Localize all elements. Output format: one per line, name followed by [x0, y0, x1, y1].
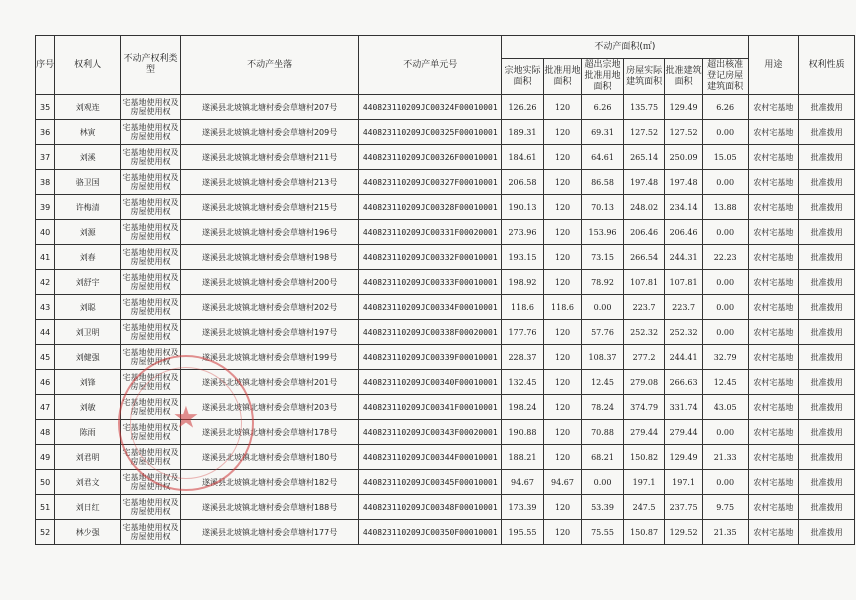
- holder-cell: 陈雨: [55, 420, 121, 445]
- table-row: [36, 295, 855, 320]
- table-row: [36, 395, 855, 420]
- location-cell: 遂溪县北坡镇北塘村委会草塘村201号: [180, 370, 358, 395]
- building-actual-cell: 266.54: [623, 245, 665, 270]
- header-row: [36, 36, 855, 59]
- table-row: [36, 495, 855, 520]
- area-actual-cell: 173.39: [502, 495, 544, 520]
- area-approved-cell: 120: [543, 420, 582, 445]
- area-approved-cell: 120: [543, 245, 582, 270]
- building-actual-cell: 223.7: [623, 295, 665, 320]
- area-excess-cell: 108.37: [582, 345, 624, 370]
- table-row: [36, 345, 855, 370]
- holder-cell: 刘敏: [55, 395, 121, 420]
- right-type-cell: 宅基地使用权及房屋使用权: [121, 170, 181, 195]
- table-row: [36, 145, 855, 170]
- use-cell: 农村宅基地: [748, 320, 799, 345]
- location-cell: 遂溪县北坡镇北塘村委会草塘村209号: [180, 120, 358, 145]
- right-type-cell: 宅基地使用权及房屋使用权: [121, 145, 181, 170]
- building-excess-cell: 43.05: [702, 395, 748, 420]
- building-excess-cell: 0.00: [702, 120, 748, 145]
- building-actual-cell: 197.1: [623, 470, 665, 495]
- table-row: [36, 370, 855, 395]
- nature-cell: 批准拨用: [799, 170, 855, 195]
- seq-cell: 51: [36, 495, 55, 520]
- area-actual-cell: 184.61: [502, 145, 544, 170]
- area-actual-cell: 190.88: [502, 420, 544, 445]
- unit-no-cell: 440823110209JC00344F00010001: [359, 445, 502, 470]
- table-row: [36, 195, 855, 220]
- holder-cell: 刘君明: [55, 445, 121, 470]
- building-excess-cell: 0.00: [702, 270, 748, 295]
- area-actual-cell: 193.15: [502, 245, 544, 270]
- area-approved-cell: 120: [543, 345, 582, 370]
- area-approved-cell: 120: [543, 370, 582, 395]
- right-type-cell: 宅基地使用权及房屋使用权: [121, 445, 181, 470]
- building-actual-cell: 248.02: [623, 195, 665, 220]
- building-approved-cell: 266.63: [665, 370, 703, 395]
- col-nature-header: 权利性质: [799, 36, 855, 95]
- unit-no-cell: 440823110209JC00333F00010001: [359, 270, 502, 295]
- holder-cell: 骆卫国: [55, 170, 121, 195]
- area-approved-cell: 120: [543, 520, 582, 545]
- building-excess-cell: 12.45: [702, 370, 748, 395]
- location-cell: 遂溪县北坡镇北塘村委会草塘村207号: [180, 95, 358, 120]
- seq-cell: 39: [36, 195, 55, 220]
- seq-cell: 35: [36, 95, 55, 120]
- use-cell: 农村宅基地: [748, 420, 799, 445]
- location-cell: 遂溪县北坡镇北塘村委会草塘村198号: [180, 245, 358, 270]
- building-approved-cell: 279.44: [665, 420, 703, 445]
- building-approved-cell: 129.49: [665, 445, 703, 470]
- unit-no-cell: 440823110209JC00345F00010001: [359, 470, 502, 495]
- right-type-cell: 宅基地使用权及房屋使用权: [121, 420, 181, 445]
- area-actual-cell: 198.24: [502, 395, 544, 420]
- area-actual-cell: 118.6: [502, 295, 544, 320]
- right-type-cell: 宅基地使用权及房屋使用权: [121, 520, 181, 545]
- table-row: [36, 95, 855, 120]
- building-approved-cell: 197.48: [665, 170, 703, 195]
- area-actual-cell: 189.31: [502, 120, 544, 145]
- right-type-cell: 宅基地使用权及房屋使用权: [121, 495, 181, 520]
- area-excess-cell: 75.55: [582, 520, 624, 545]
- unit-no-cell: 440823110209JC00350F00010001: [359, 520, 502, 545]
- table-row: [36, 420, 855, 445]
- seq-cell: 37: [36, 145, 55, 170]
- unit-no-cell: 440823110209JC00338F00020001: [359, 320, 502, 345]
- building-actual-cell: 197.48: [623, 170, 665, 195]
- building-excess-cell: 0.00: [702, 470, 748, 495]
- location-cell: 遂溪县北坡镇北塘村委会草塘村203号: [180, 395, 358, 420]
- building-excess-cell: 0.00: [702, 420, 748, 445]
- location-cell: 遂溪县北坡镇北塘村委会草塘村180号: [180, 445, 358, 470]
- area-actual-cell: 195.55: [502, 520, 544, 545]
- building-approved-cell: 206.46: [665, 220, 703, 245]
- area-approved-cell: 120: [543, 270, 582, 295]
- location-cell: 遂溪县北坡镇北塘村委会草塘村197号: [180, 320, 358, 345]
- holder-cell: 刘君文: [55, 470, 121, 495]
- area-excess-cell: 57.76: [582, 320, 624, 345]
- seq-cell: 47: [36, 395, 55, 420]
- area-excess-cell: 70.13: [582, 195, 624, 220]
- col-use-header: 用途: [748, 36, 799, 95]
- area-actual-cell: 228.37: [502, 345, 544, 370]
- right-type-cell: 宅基地使用权及房屋使用权: [121, 370, 181, 395]
- area-approved-cell: 120: [543, 445, 582, 470]
- building-excess-cell: 15.05: [702, 145, 748, 170]
- holder-cell: 刘源: [55, 220, 121, 245]
- nature-cell: 批准拨用: [799, 520, 855, 545]
- seq-cell: 42: [36, 270, 55, 295]
- official-seal-stamp: ★: [118, 355, 254, 491]
- area-actual-cell: 206.58: [502, 170, 544, 195]
- holder-cell: 刘观连: [55, 95, 121, 120]
- seq-cell: 52: [36, 520, 55, 545]
- nature-cell: 批准拨用: [799, 120, 855, 145]
- area-actual-cell: 273.96: [502, 220, 544, 245]
- right-type-cell: 宅基地使用权及房屋使用权: [121, 470, 181, 495]
- building-actual-cell: 374.79: [623, 395, 665, 420]
- area-approved-cell: 120: [543, 220, 582, 245]
- holder-cell: 林寅: [55, 120, 121, 145]
- use-cell: 农村宅基地: [748, 195, 799, 220]
- area-actual-cell: 132.45: [502, 370, 544, 395]
- col-area-excess-header: 超出宗地批准用地面积: [582, 59, 624, 95]
- right-type-cell: 宅基地使用权及房屋使用权: [121, 220, 181, 245]
- use-cell: 农村宅基地: [748, 220, 799, 245]
- table-row: [36, 470, 855, 495]
- area-approved-cell: 120: [543, 320, 582, 345]
- seq-cell: 45: [36, 345, 55, 370]
- holder-cell: 刘日红: [55, 495, 121, 520]
- nature-cell: 批准拨用: [799, 245, 855, 270]
- seq-cell: 49: [36, 445, 55, 470]
- table-row: [36, 520, 855, 545]
- nature-cell: 批准拨用: [799, 445, 855, 470]
- building-approved-cell: 129.52: [665, 520, 703, 545]
- location-cell: 遂溪县北坡镇北塘村委会草塘村211号: [180, 145, 358, 170]
- building-excess-cell: 0.00: [702, 170, 748, 195]
- use-cell: 农村宅基地: [748, 395, 799, 420]
- building-actual-cell: 277.2: [623, 345, 665, 370]
- seq-cell: 38: [36, 170, 55, 195]
- nature-cell: 批准拨用: [799, 370, 855, 395]
- area-excess-cell: 70.88: [582, 420, 624, 445]
- nature-cell: 批准拨用: [799, 395, 855, 420]
- building-excess-cell: 0.00: [702, 320, 748, 345]
- area-excess-cell: 69.31: [582, 120, 624, 145]
- building-approved-cell: 331.74: [665, 395, 703, 420]
- nature-cell: 批准拨用: [799, 470, 855, 495]
- holder-cell: 刘聪: [55, 295, 121, 320]
- use-cell: 农村宅基地: [748, 245, 799, 270]
- building-excess-cell: 9.75: [702, 495, 748, 520]
- use-cell: 农村宅基地: [748, 370, 799, 395]
- area-approved-cell: 120: [543, 170, 582, 195]
- holder-cell: 刘溪: [55, 145, 121, 170]
- unit-no-cell: 440823110209JC00326F00010001: [359, 145, 502, 170]
- use-cell: 农村宅基地: [748, 95, 799, 120]
- holder-cell: 林少强: [55, 520, 121, 545]
- use-cell: 农村宅基地: [748, 470, 799, 495]
- area-excess-cell: 0.00: [582, 470, 624, 495]
- building-actual-cell: 265.14: [623, 145, 665, 170]
- unit-no-cell: 440823110209JC00340F00010001: [359, 370, 502, 395]
- right-type-cell: 宅基地使用权及房屋使用权: [121, 195, 181, 220]
- seq-cell: 48: [36, 420, 55, 445]
- location-cell: 遂溪县北坡镇北塘村委会草塘村182号: [180, 470, 358, 495]
- holder-cell: 刘锋: [55, 370, 121, 395]
- building-approved-cell: 237.75: [665, 495, 703, 520]
- holder-cell: 许梅清: [55, 195, 121, 220]
- area-excess-cell: 78.24: [582, 395, 624, 420]
- nature-cell: 批准拨用: [799, 220, 855, 245]
- location-cell: 遂溪县北坡镇北塘村委会草塘村196号: [180, 220, 358, 245]
- use-cell: 农村宅基地: [748, 170, 799, 195]
- nature-cell: 批准拨用: [799, 195, 855, 220]
- building-actual-cell: 107.81: [623, 270, 665, 295]
- building-excess-cell: 21.35: [702, 520, 748, 545]
- nature-cell: 批准拨用: [799, 145, 855, 170]
- unit-no-cell: 440823110209JC00343F00020001: [359, 420, 502, 445]
- use-cell: 农村宅基地: [748, 495, 799, 520]
- use-cell: 农村宅基地: [748, 145, 799, 170]
- holder-cell: 刘春: [55, 245, 121, 270]
- building-excess-cell: 13.88: [702, 195, 748, 220]
- building-approved-cell: 107.81: [665, 270, 703, 295]
- unit-no-cell: 440823110209JC00341F00010001: [359, 395, 502, 420]
- location-cell: 遂溪县北坡镇北塘村委会草塘村200号: [180, 270, 358, 295]
- area-excess-cell: 153.96: [582, 220, 624, 245]
- building-actual-cell: 150.82: [623, 445, 665, 470]
- nature-cell: 批准拨用: [799, 345, 855, 370]
- area-excess-cell: 0.00: [582, 295, 624, 320]
- location-cell: 遂溪县北坡镇北塘村委会草塘村188号: [180, 495, 358, 520]
- seq-cell: 40: [36, 220, 55, 245]
- table-row: [36, 170, 855, 195]
- area-actual-cell: 190.13: [502, 195, 544, 220]
- location-cell: 遂溪县北坡镇北塘村委会草塘村215号: [180, 195, 358, 220]
- col-building-actual-header: 房屋实际建筑面积: [623, 59, 665, 95]
- right-type-cell: 宅基地使用权及房屋使用权: [121, 295, 181, 320]
- building-excess-cell: 22.23: [702, 245, 748, 270]
- location-cell: 遂溪县北坡镇北塘村委会草塘村202号: [180, 295, 358, 320]
- area-excess-cell: 68.21: [582, 445, 624, 470]
- col-building-excess-header: 超出核准登记房屋建筑面积: [702, 59, 748, 95]
- location-cell: 遂溪县北坡镇北塘村委会草塘村213号: [180, 170, 358, 195]
- col-area-approved-header: 批准用地面积: [543, 59, 582, 95]
- unit-no-cell: 440823110209JC00331F00020001: [359, 220, 502, 245]
- col-holder-header: 权利人: [55, 36, 121, 95]
- area-group-header: 不动产面积(㎡): [502, 36, 748, 59]
- building-approved-cell: 244.31: [665, 245, 703, 270]
- seq-cell: 46: [36, 370, 55, 395]
- area-excess-cell: 86.58: [582, 170, 624, 195]
- table-row: [36, 320, 855, 345]
- area-excess-cell: 12.45: [582, 370, 624, 395]
- building-actual-cell: 127.52: [623, 120, 665, 145]
- col-location-header: 不动产坐落: [180, 36, 358, 95]
- seq-cell: 43: [36, 295, 55, 320]
- nature-cell: 批准拨用: [799, 95, 855, 120]
- building-approved-cell: 223.7: [665, 295, 703, 320]
- location-cell: 遂溪县北坡镇北塘村委会草塘村178号: [180, 420, 358, 445]
- seq-cell: 36: [36, 120, 55, 145]
- location-cell: 遂溪县北坡镇北塘村委会草塘村199号: [180, 345, 358, 370]
- holder-cell: 刘健强: [55, 345, 121, 370]
- building-excess-cell: 6.26: [702, 95, 748, 120]
- table-row: [36, 270, 855, 295]
- right-type-cell: 宅基地使用权及房屋使用权: [121, 270, 181, 295]
- col-unit-no-header: 不动产单元号: [359, 36, 502, 95]
- col-right-type-header: 不动产权利类型: [121, 36, 181, 95]
- area-approved-cell: 118.6: [543, 295, 582, 320]
- unit-no-cell: 440823110209JC00348F00010001: [359, 495, 502, 520]
- holder-cell: 刘舒宇: [55, 270, 121, 295]
- right-type-cell: 宅基地使用权及房屋使用权: [121, 320, 181, 345]
- building-approved-cell: 244.41: [665, 345, 703, 370]
- nature-cell: 批准拨用: [799, 495, 855, 520]
- area-excess-cell: 64.61: [582, 145, 624, 170]
- area-approved-cell: 120: [543, 195, 582, 220]
- unit-no-cell: 440823110209JC00327F00010001: [359, 170, 502, 195]
- building-excess-cell: 0.00: [702, 295, 748, 320]
- unit-no-cell: 440823110209JC00332F00010001: [359, 245, 502, 270]
- use-cell: 农村宅基地: [748, 345, 799, 370]
- unit-no-cell: 440823110209JC00339F00010001: [359, 345, 502, 370]
- use-cell: 农村宅基地: [748, 295, 799, 320]
- area-approved-cell: 120: [543, 120, 582, 145]
- register-body: [36, 95, 855, 545]
- right-type-cell: 宅基地使用权及房屋使用权: [121, 95, 181, 120]
- col-seq-header: 序号: [36, 36, 55, 95]
- building-approved-cell: 127.52: [665, 120, 703, 145]
- use-cell: 农村宅基地: [748, 120, 799, 145]
- right-type-cell: 宅基地使用权及房屋使用权: [121, 120, 181, 145]
- area-actual-cell: 126.26: [502, 95, 544, 120]
- table-row: [36, 220, 855, 245]
- use-cell: 农村宅基地: [748, 445, 799, 470]
- seq-cell: 44: [36, 320, 55, 345]
- col-building-approved-header: 批准建筑面积: [665, 59, 703, 95]
- building-actual-cell: 279.44: [623, 420, 665, 445]
- area-excess-cell: 6.26: [582, 95, 624, 120]
- holder-cell: 刘卫明: [55, 320, 121, 345]
- building-actual-cell: 150.87: [623, 520, 665, 545]
- table-row: [36, 245, 855, 270]
- unit-no-cell: 440823110209JC00325F00010001: [359, 120, 502, 145]
- table-row: [36, 445, 855, 470]
- unit-no-cell: 440823110209JC00334F00010001: [359, 295, 502, 320]
- unit-no-cell: 440823110209JC00324F00010001: [359, 95, 502, 120]
- right-type-cell: 宅基地使用权及房屋使用权: [121, 395, 181, 420]
- area-actual-cell: 188.21: [502, 445, 544, 470]
- area-approved-cell: 120: [543, 145, 582, 170]
- nature-cell: 批准拨用: [799, 320, 855, 345]
- location-cell: 遂溪县北坡镇北塘村委会草塘村177号: [180, 520, 358, 545]
- nature-cell: 批准拨用: [799, 295, 855, 320]
- seq-cell: 41: [36, 245, 55, 270]
- use-cell: 农村宅基地: [748, 270, 799, 295]
- building-actual-cell: 247.5: [623, 495, 665, 520]
- area-approved-cell: 120: [543, 495, 582, 520]
- nature-cell: 批准拨用: [799, 420, 855, 445]
- area-approved-cell: 94.67: [543, 470, 582, 495]
- building-actual-cell: 135.75: [623, 95, 665, 120]
- area-actual-cell: 198.92: [502, 270, 544, 295]
- table-row: [36, 120, 855, 145]
- property-register-table: [35, 35, 855, 545]
- building-approved-cell: 129.49: [665, 95, 703, 120]
- area-excess-cell: 53.39: [582, 495, 624, 520]
- use-cell: 农村宅基地: [748, 520, 799, 545]
- building-actual-cell: 206.46: [623, 220, 665, 245]
- seq-cell: 50: [36, 470, 55, 495]
- building-approved-cell: 250.09: [665, 145, 703, 170]
- building-excess-cell: 0.00: [702, 220, 748, 245]
- building-excess-cell: 32.79: [702, 345, 748, 370]
- area-excess-cell: 73.15: [582, 245, 624, 270]
- area-actual-cell: 177.76: [502, 320, 544, 345]
- building-actual-cell: 252.32: [623, 320, 665, 345]
- building-excess-cell: 21.33: [702, 445, 748, 470]
- area-approved-cell: 120: [543, 95, 582, 120]
- building-approved-cell: 252.32: [665, 320, 703, 345]
- nature-cell: 批准拨用: [799, 270, 855, 295]
- building-actual-cell: 279.08: [623, 370, 665, 395]
- unit-no-cell: 440823110209JC00328F00010001: [359, 195, 502, 220]
- area-excess-cell: 78.92: [582, 270, 624, 295]
- area-approved-cell: 120: [543, 395, 582, 420]
- area-actual-cell: 94.67: [502, 470, 544, 495]
- building-approved-cell: 234.14: [665, 195, 703, 220]
- right-type-cell: 宅基地使用权及房屋使用权: [121, 245, 181, 270]
- building-approved-cell: 197.1: [665, 470, 703, 495]
- right-type-cell: 宅基地使用权及房屋使用权: [121, 345, 181, 370]
- col-area-actual-header: 宗地实际面积: [502, 59, 544, 95]
